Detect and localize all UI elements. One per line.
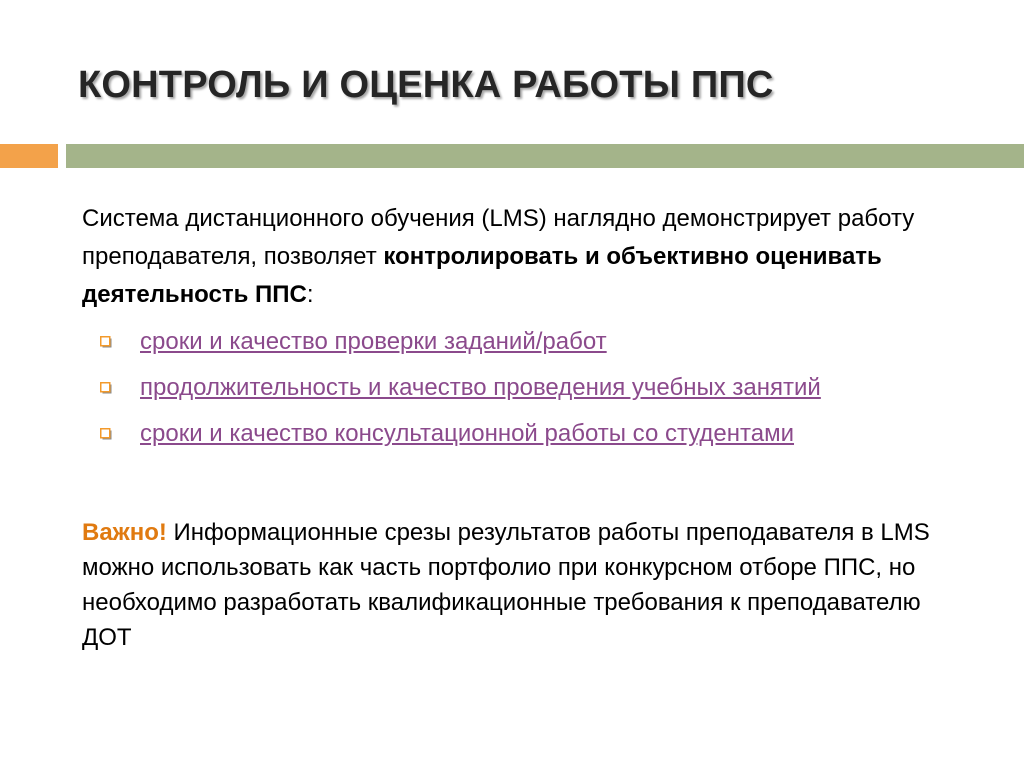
- bullet-link-review-deadlines[interactable]: сроки и качество проверки заданий/работ: [140, 328, 607, 355]
- bullet-link-class-quality[interactable]: продолжительность и качество проведения учебных занятий: [140, 374, 821, 401]
- list-item: [82, 370, 1002, 416]
- checkbox-square-icon: [100, 382, 112, 394]
- list-item: [82, 416, 1002, 462]
- title-divider-accent: [0, 144, 58, 168]
- intro-text: Система дистанционного обучения (LMS) наглядно демонстрирует работу преподавателя, позволяет: [82, 205, 915, 270]
- intro-paragraph: [82, 200, 982, 314]
- slide-title: КОНТРОЛЬ И ОЦЕНКА РАБОТЫ ППС: [78, 64, 774, 106]
- intro-bold-text: контролировать и объективно оценивать деятельность ППС: [82, 243, 882, 308]
- checkbox-square-icon: [100, 336, 112, 348]
- title-divider-bar: [66, 144, 1024, 168]
- important-note-text: Информационные срезы результатов работы преподавателя в LMS можно использовать как часть портфолио при конкурсном отборе ППС, но необходимо разработать квалификационные требования к преподавателю ДОТ: [82, 519, 930, 651]
- important-note: [82, 515, 962, 655]
- important-label: Важно!: [82, 519, 167, 546]
- bullet-list: [82, 324, 1002, 462]
- intro-colon: :: [306, 281, 314, 308]
- list-item: [82, 324, 1002, 370]
- checkbox-square-icon: [100, 428, 112, 440]
- bullet-link-consultations[interactable]: сроки и качество консультационной работы со студентами: [140, 420, 795, 447]
